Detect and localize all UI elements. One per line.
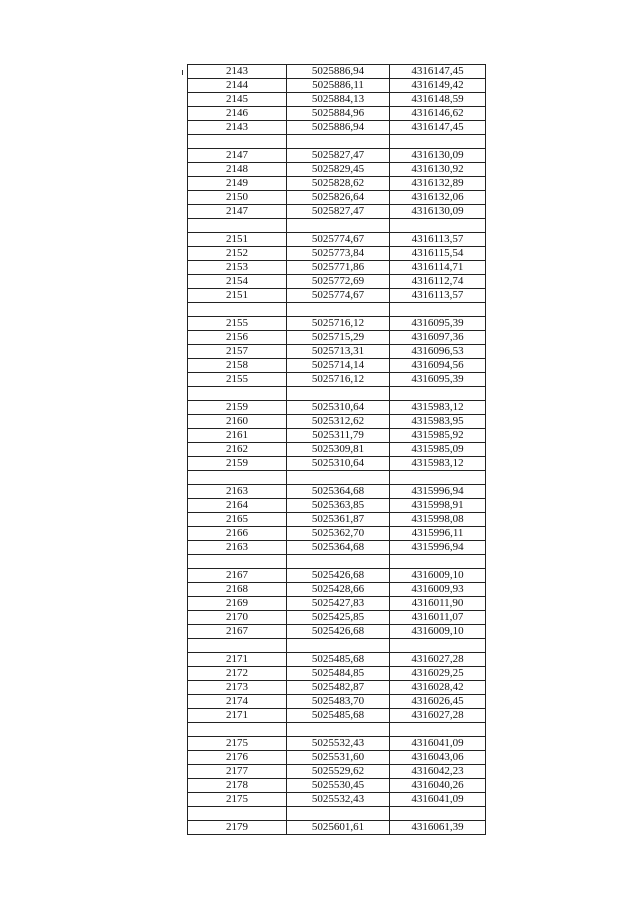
table-row bbox=[188, 289, 486, 303]
table-row bbox=[188, 443, 486, 457]
y-coordinate-cell: 4315983,12 bbox=[390, 401, 486, 415]
point-number-cell: 2143 bbox=[188, 121, 287, 135]
x-coordinate-cell: 5025310,64 bbox=[287, 401, 390, 415]
x-coordinate-cell: 5025427,83 bbox=[287, 597, 390, 611]
y-coordinate-cell: 4316112,74 bbox=[390, 275, 486, 289]
point-number-cell: 2151 bbox=[188, 289, 287, 303]
point-number-cell: 2177 bbox=[188, 765, 287, 779]
x-coordinate-cell: 5025529,62 bbox=[287, 765, 390, 779]
point-number-cell: 2159 bbox=[188, 457, 287, 471]
x-coordinate-cell: 5025828,62 bbox=[287, 177, 390, 191]
empty-cell bbox=[287, 639, 390, 653]
point-number-cell: 2162 bbox=[188, 443, 287, 457]
point-number-cell: 2176 bbox=[188, 751, 287, 765]
y-coordinate-cell: 4316147,45 bbox=[390, 65, 486, 79]
y-coordinate-cell: 4316148,59 bbox=[390, 93, 486, 107]
table-row bbox=[188, 345, 486, 359]
table-row bbox=[188, 107, 486, 121]
point-number-cell: 2174 bbox=[188, 695, 287, 709]
table-row bbox=[188, 415, 486, 429]
point-number-cell: 2156 bbox=[188, 331, 287, 345]
point-number-cell: 2146 bbox=[188, 107, 287, 121]
table-separator-row bbox=[188, 807, 486, 821]
y-coordinate-cell: 4315983,12 bbox=[390, 457, 486, 471]
margin-mark bbox=[182, 70, 183, 75]
point-number-cell: 2163 bbox=[188, 485, 287, 499]
x-coordinate-cell: 5025531,60 bbox=[287, 751, 390, 765]
x-coordinate-cell: 5025716,12 bbox=[287, 373, 390, 387]
table-row bbox=[188, 457, 486, 471]
table-separator-row bbox=[188, 303, 486, 317]
table-row bbox=[188, 331, 486, 345]
empty-cell bbox=[390, 723, 486, 737]
table-row bbox=[188, 779, 486, 793]
x-coordinate-cell: 5025309,81 bbox=[287, 443, 390, 457]
x-coordinate-cell: 5025884,13 bbox=[287, 93, 390, 107]
x-coordinate-cell: 5025826,64 bbox=[287, 191, 390, 205]
table-row bbox=[188, 653, 486, 667]
point-number-cell: 2152 bbox=[188, 247, 287, 261]
x-coordinate-cell: 5025485,68 bbox=[287, 653, 390, 667]
point-number-cell: 2150 bbox=[188, 191, 287, 205]
y-coordinate-cell: 4316094,56 bbox=[390, 359, 486, 373]
table-row bbox=[188, 429, 486, 443]
empty-cell bbox=[287, 303, 390, 317]
empty-cell bbox=[287, 555, 390, 569]
empty-cell bbox=[188, 219, 287, 233]
point-number-cell: 2173 bbox=[188, 681, 287, 695]
empty-cell bbox=[287, 807, 390, 821]
point-number-cell: 2178 bbox=[188, 779, 287, 793]
table-row bbox=[188, 485, 486, 499]
x-coordinate-cell: 5025425,85 bbox=[287, 611, 390, 625]
empty-cell bbox=[287, 219, 390, 233]
point-number-cell: 2175 bbox=[188, 793, 287, 807]
empty-cell bbox=[188, 555, 287, 569]
point-number-cell: 2153 bbox=[188, 261, 287, 275]
x-coordinate-cell: 5025363,85 bbox=[287, 499, 390, 513]
y-coordinate-cell: 4316041,09 bbox=[390, 737, 486, 751]
table-row bbox=[188, 695, 486, 709]
y-coordinate-cell: 4316146,62 bbox=[390, 107, 486, 121]
x-coordinate-cell: 5025827,47 bbox=[287, 149, 390, 163]
table-row bbox=[188, 597, 486, 611]
empty-cell bbox=[188, 135, 287, 149]
empty-cell bbox=[390, 555, 486, 569]
empty-cell bbox=[188, 387, 287, 401]
x-coordinate-cell: 5025714,14 bbox=[287, 359, 390, 373]
table-row bbox=[188, 233, 486, 247]
point-number-cell: 2155 bbox=[188, 373, 287, 387]
y-coordinate-cell: 4315983,95 bbox=[390, 415, 486, 429]
x-coordinate-cell: 5025485,68 bbox=[287, 709, 390, 723]
point-number-cell: 2143 bbox=[188, 65, 287, 79]
x-coordinate-cell: 5025886,11 bbox=[287, 79, 390, 93]
point-number-cell: 2172 bbox=[188, 667, 287, 681]
y-coordinate-cell: 4316132,89 bbox=[390, 177, 486, 191]
point-number-cell: 2167 bbox=[188, 625, 287, 639]
y-coordinate-cell: 4316027,28 bbox=[390, 653, 486, 667]
point-number-cell: 2163 bbox=[188, 541, 287, 555]
x-coordinate-cell: 5025426,68 bbox=[287, 625, 390, 639]
empty-cell bbox=[188, 471, 287, 485]
table-row bbox=[188, 261, 486, 275]
table-separator-row bbox=[188, 135, 486, 149]
point-number-cell: 2169 bbox=[188, 597, 287, 611]
point-number-cell: 2148 bbox=[188, 163, 287, 177]
empty-cell bbox=[390, 387, 486, 401]
table-row bbox=[188, 65, 486, 79]
table-row bbox=[188, 163, 486, 177]
empty-cell bbox=[188, 723, 287, 737]
empty-cell bbox=[188, 639, 287, 653]
point-number-cell: 2171 bbox=[188, 709, 287, 723]
x-coordinate-cell: 5025532,43 bbox=[287, 793, 390, 807]
x-coordinate-cell: 5025772,69 bbox=[287, 275, 390, 289]
empty-cell bbox=[390, 471, 486, 485]
x-coordinate-cell: 5025773,84 bbox=[287, 247, 390, 261]
table-row bbox=[188, 275, 486, 289]
y-coordinate-cell: 4315985,09 bbox=[390, 443, 486, 457]
point-number-cell: 2170 bbox=[188, 611, 287, 625]
x-coordinate-cell: 5025771,86 bbox=[287, 261, 390, 275]
y-coordinate-cell: 4316114,71 bbox=[390, 261, 486, 275]
table-row bbox=[188, 401, 486, 415]
point-number-cell: 2154 bbox=[188, 275, 287, 289]
x-coordinate-cell: 5025774,67 bbox=[287, 289, 390, 303]
table-row bbox=[188, 625, 486, 639]
x-coordinate-cell: 5025483,70 bbox=[287, 695, 390, 709]
table-row bbox=[188, 751, 486, 765]
x-coordinate-cell: 5025428,66 bbox=[287, 583, 390, 597]
point-number-cell: 2144 bbox=[188, 79, 287, 93]
table-separator-row bbox=[188, 219, 486, 233]
empty-cell bbox=[287, 723, 390, 737]
table-row bbox=[188, 247, 486, 261]
point-number-cell: 2168 bbox=[188, 583, 287, 597]
y-coordinate-cell: 4316028,42 bbox=[390, 681, 486, 695]
table-row bbox=[188, 513, 486, 527]
y-coordinate-cell: 4315998,91 bbox=[390, 499, 486, 513]
point-number-cell: 2171 bbox=[188, 653, 287, 667]
table-separator-row bbox=[188, 639, 486, 653]
x-coordinate-cell: 5025827,47 bbox=[287, 205, 390, 219]
y-coordinate-cell: 4316147,45 bbox=[390, 121, 486, 135]
point-number-cell: 2159 bbox=[188, 401, 287, 415]
x-coordinate-cell: 5025532,43 bbox=[287, 737, 390, 751]
table-row bbox=[188, 541, 486, 555]
x-coordinate-cell: 5025886,94 bbox=[287, 121, 390, 135]
table-row bbox=[188, 191, 486, 205]
y-coordinate-cell: 4316043,06 bbox=[390, 751, 486, 765]
y-coordinate-cell: 4316040,26 bbox=[390, 779, 486, 793]
table-row bbox=[188, 765, 486, 779]
point-number-cell: 2175 bbox=[188, 737, 287, 751]
x-coordinate-cell: 5025362,70 bbox=[287, 527, 390, 541]
y-coordinate-cell: 4316026,45 bbox=[390, 695, 486, 709]
x-coordinate-cell: 5025310,64 bbox=[287, 457, 390, 471]
x-coordinate-cell: 5025484,85 bbox=[287, 667, 390, 681]
empty-cell bbox=[287, 471, 390, 485]
table-row bbox=[188, 583, 486, 597]
coordinates-table bbox=[187, 64, 486, 835]
x-coordinate-cell: 5025713,31 bbox=[287, 345, 390, 359]
table-separator-row bbox=[188, 555, 486, 569]
point-number-cell: 2161 bbox=[188, 429, 287, 443]
table-row bbox=[188, 317, 486, 331]
x-coordinate-cell: 5025716,12 bbox=[287, 317, 390, 331]
empty-cell bbox=[390, 639, 486, 653]
table-row bbox=[188, 177, 486, 191]
y-coordinate-cell: 4316095,39 bbox=[390, 373, 486, 387]
x-coordinate-cell: 5025311,79 bbox=[287, 429, 390, 443]
x-coordinate-cell: 5025601,61 bbox=[287, 821, 390, 835]
y-coordinate-cell: 4316115,54 bbox=[390, 247, 486, 261]
point-number-cell: 2158 bbox=[188, 359, 287, 373]
empty-cell bbox=[390, 303, 486, 317]
table-row bbox=[188, 499, 486, 513]
table-row bbox=[188, 611, 486, 625]
y-coordinate-cell: 4316095,39 bbox=[390, 317, 486, 331]
y-coordinate-cell: 4316061,39 bbox=[390, 821, 486, 835]
y-coordinate-cell: 4316009,10 bbox=[390, 625, 486, 639]
table-row bbox=[188, 709, 486, 723]
table-row bbox=[188, 93, 486, 107]
y-coordinate-cell: 4316130,09 bbox=[390, 205, 486, 219]
table-row bbox=[188, 373, 486, 387]
point-number-cell: 2157 bbox=[188, 345, 287, 359]
point-number-cell: 2160 bbox=[188, 415, 287, 429]
x-coordinate-cell: 5025426,68 bbox=[287, 569, 390, 583]
y-coordinate-cell: 4316009,10 bbox=[390, 569, 486, 583]
y-coordinate-cell: 4316113,57 bbox=[390, 289, 486, 303]
y-coordinate-cell: 4316009,93 bbox=[390, 583, 486, 597]
point-number-cell: 2147 bbox=[188, 205, 287, 219]
y-coordinate-cell: 4315985,92 bbox=[390, 429, 486, 443]
table-row bbox=[188, 359, 486, 373]
table-row bbox=[188, 667, 486, 681]
x-coordinate-cell: 5025774,67 bbox=[287, 233, 390, 247]
y-coordinate-cell: 4316130,92 bbox=[390, 163, 486, 177]
x-coordinate-cell: 5025715,29 bbox=[287, 331, 390, 345]
y-coordinate-cell: 4316130,09 bbox=[390, 149, 486, 163]
table-row bbox=[188, 737, 486, 751]
x-coordinate-cell: 5025482,87 bbox=[287, 681, 390, 695]
empty-cell bbox=[287, 135, 390, 149]
y-coordinate-cell: 4316027,28 bbox=[390, 709, 486, 723]
y-coordinate-cell: 4316011,90 bbox=[390, 597, 486, 611]
empty-cell bbox=[390, 807, 486, 821]
y-coordinate-cell: 4316042,23 bbox=[390, 765, 486, 779]
x-coordinate-cell: 5025312,62 bbox=[287, 415, 390, 429]
empty-cell bbox=[188, 807, 287, 821]
x-coordinate-cell: 5025829,45 bbox=[287, 163, 390, 177]
x-coordinate-cell: 5025364,68 bbox=[287, 485, 390, 499]
table-row bbox=[188, 681, 486, 695]
x-coordinate-cell: 5025361,87 bbox=[287, 513, 390, 527]
table-row bbox=[188, 527, 486, 541]
point-number-cell: 2165 bbox=[188, 513, 287, 527]
table-row bbox=[188, 205, 486, 219]
point-number-cell: 2179 bbox=[188, 821, 287, 835]
y-coordinate-cell: 4316097,36 bbox=[390, 331, 486, 345]
table-separator-row bbox=[188, 387, 486, 401]
point-number-cell: 2147 bbox=[188, 149, 287, 163]
empty-cell bbox=[390, 135, 486, 149]
y-coordinate-cell: 4316041,09 bbox=[390, 793, 486, 807]
table-separator-row bbox=[188, 471, 486, 485]
y-coordinate-cell: 4316011,07 bbox=[390, 611, 486, 625]
y-coordinate-cell: 4316149,42 bbox=[390, 79, 486, 93]
table-row bbox=[188, 569, 486, 583]
y-coordinate-cell: 4316096,53 bbox=[390, 345, 486, 359]
y-coordinate-cell: 4315996,94 bbox=[390, 541, 486, 555]
empty-cell bbox=[188, 303, 287, 317]
x-coordinate-cell: 5025530,45 bbox=[287, 779, 390, 793]
y-coordinate-cell: 4315998,08 bbox=[390, 513, 486, 527]
x-coordinate-cell: 5025886,94 bbox=[287, 65, 390, 79]
point-number-cell: 2151 bbox=[188, 233, 287, 247]
point-number-cell: 2166 bbox=[188, 527, 287, 541]
y-coordinate-cell: 4316113,57 bbox=[390, 233, 486, 247]
table-row bbox=[188, 121, 486, 135]
point-number-cell: 2145 bbox=[188, 93, 287, 107]
y-coordinate-cell: 4316029,25 bbox=[390, 667, 486, 681]
empty-cell bbox=[287, 387, 390, 401]
empty-cell bbox=[390, 219, 486, 233]
y-coordinate-cell: 4315996,11 bbox=[390, 527, 486, 541]
coordinates-table-body bbox=[188, 65, 486, 835]
x-coordinate-cell: 5025884,96 bbox=[287, 107, 390, 121]
point-number-cell: 2164 bbox=[188, 499, 287, 513]
point-number-cell: 2167 bbox=[188, 569, 287, 583]
table-row bbox=[188, 149, 486, 163]
y-coordinate-cell: 4315996,94 bbox=[390, 485, 486, 499]
table-row bbox=[188, 79, 486, 93]
x-coordinate-cell: 5025364,68 bbox=[287, 541, 390, 555]
y-coordinate-cell: 4316132,06 bbox=[390, 191, 486, 205]
table-separator-row bbox=[188, 723, 486, 737]
table-row bbox=[188, 793, 486, 807]
table-row bbox=[188, 821, 486, 835]
point-number-cell: 2149 bbox=[188, 177, 287, 191]
point-number-cell: 2155 bbox=[188, 317, 287, 331]
